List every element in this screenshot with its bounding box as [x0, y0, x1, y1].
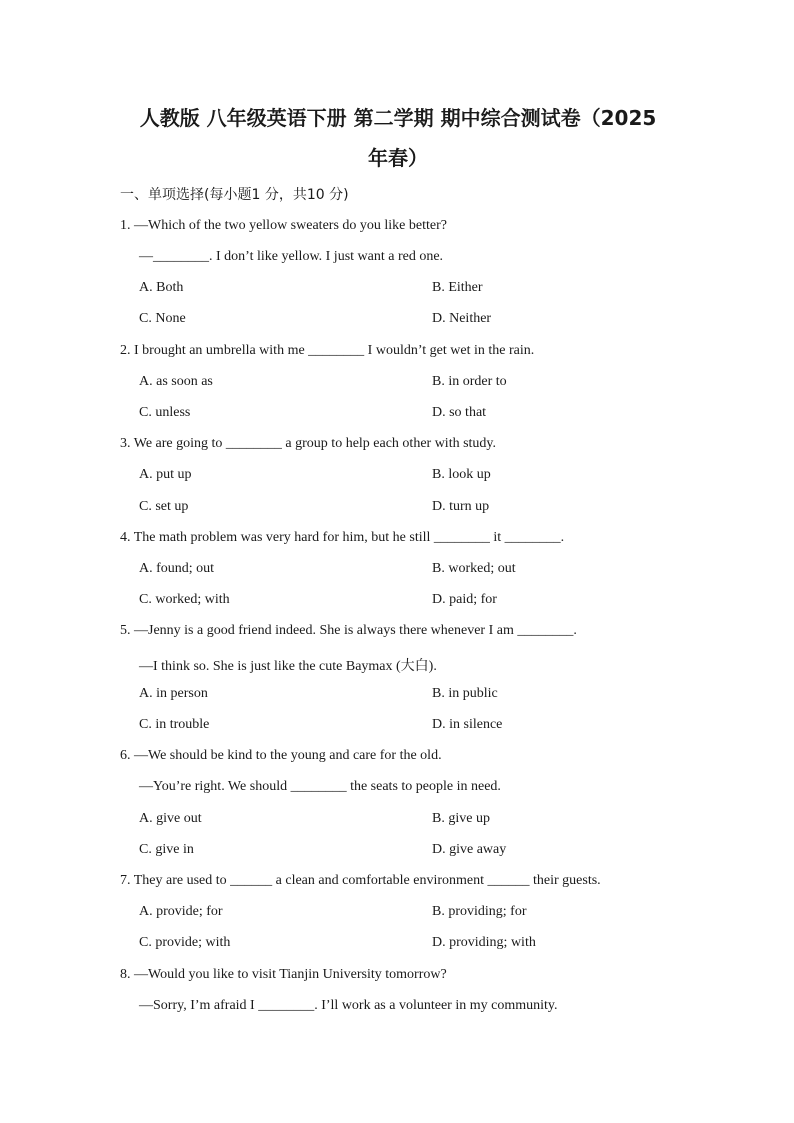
- question-1-option-b: B. Either: [432, 280, 483, 295]
- question-5-option-b: B. in public: [432, 686, 498, 701]
- question-4-option-b: B. worked; out: [432, 561, 516, 576]
- question-1-reply: —________. I don’t like yellow. I just want a red one.: [139, 249, 444, 264]
- question-1-option-d: D. Neither: [432, 311, 492, 326]
- question-3-option-b: B. look up: [432, 467, 491, 482]
- question-6-option-b: B. give up: [432, 811, 490, 826]
- question-7-option-a: A. provide; for: [139, 904, 223, 919]
- question-2-option-d: D. so that: [432, 405, 487, 420]
- question-2-stem: 2. I brought an umbrella with me ________ I wouldn’t get wet in the rain.: [120, 343, 535, 358]
- section-heading: 一、单项选择(每小题1 分，共10 分): [120, 187, 349, 203]
- question-6-option-c: C. give in: [139, 842, 194, 857]
- question-6-option-d: D. give away: [432, 842, 507, 857]
- question-1-option-a: A. Both: [139, 280, 184, 295]
- question-7-option-b: B. providing; for: [432, 904, 527, 919]
- question-2-option-c: C. unless: [139, 405, 191, 420]
- question-4-option-a: A. found; out: [139, 561, 215, 576]
- exam-title-line2: 年春）: [368, 146, 428, 170]
- question-6-reply: —You’re right. We should ________ the seats to people in need.: [139, 779, 501, 794]
- question-2-option-a: A. as soon as: [139, 374, 213, 389]
- question-6-stem: 6. —We should be kind to the young and care for the old.: [120, 748, 442, 763]
- question-8-stem: 8. —Would you like to visit Tianjin University tomorrow?: [120, 967, 447, 982]
- question-5-reply: —I think so. She is just like the cute Baymax (大白).: [139, 659, 437, 674]
- question-4-stem: 4. The math problem was very hard for him, but he still ________ it ________.: [120, 530, 565, 545]
- exam-title: [118, 98, 678, 178]
- question-8-reply: —Sorry, I’m afraid I ________. I’ll work as a volunteer in my community.: [139, 998, 558, 1013]
- question-3-stem: 3. We are going to ________ a group to help each other with study.: [120, 436, 497, 451]
- question-3-option-d: D. turn up: [432, 499, 490, 514]
- question-4-option-d: D. paid; for: [432, 592, 497, 607]
- question-5-option-c: C. in trouble: [139, 717, 210, 732]
- question-1-stem: 1. —Which of the two yellow sweaters do you like better?: [120, 218, 447, 233]
- question-5-option-d: D. in silence: [432, 717, 503, 732]
- question-2-option-b: B. in order to: [432, 374, 507, 389]
- exam-title-line1: 人教版 八年级英语下册 第二学期 期中综合测试卷（2025: [139, 106, 657, 130]
- question-5-option-a: A. in person: [139, 686, 208, 701]
- question-7-stem: 7. They are used to ______ a clean and comfortable environment ______ their guests.: [120, 873, 601, 888]
- question-7-option-d: D. providing; with: [432, 935, 536, 950]
- question-3-option-a: A. put up: [139, 467, 192, 482]
- question-5-stem: 5. —Jenny is a good friend indeed. She is always there whenever I am ________.: [120, 623, 577, 638]
- question-3-option-c: C. set up: [139, 499, 189, 514]
- question-1-option-c: C. None: [139, 311, 186, 326]
- question-4-option-c: C. worked; with: [139, 592, 230, 607]
- question-6-option-a: A. give out: [139, 811, 202, 826]
- question-7-option-c: C. provide; with: [139, 935, 231, 950]
